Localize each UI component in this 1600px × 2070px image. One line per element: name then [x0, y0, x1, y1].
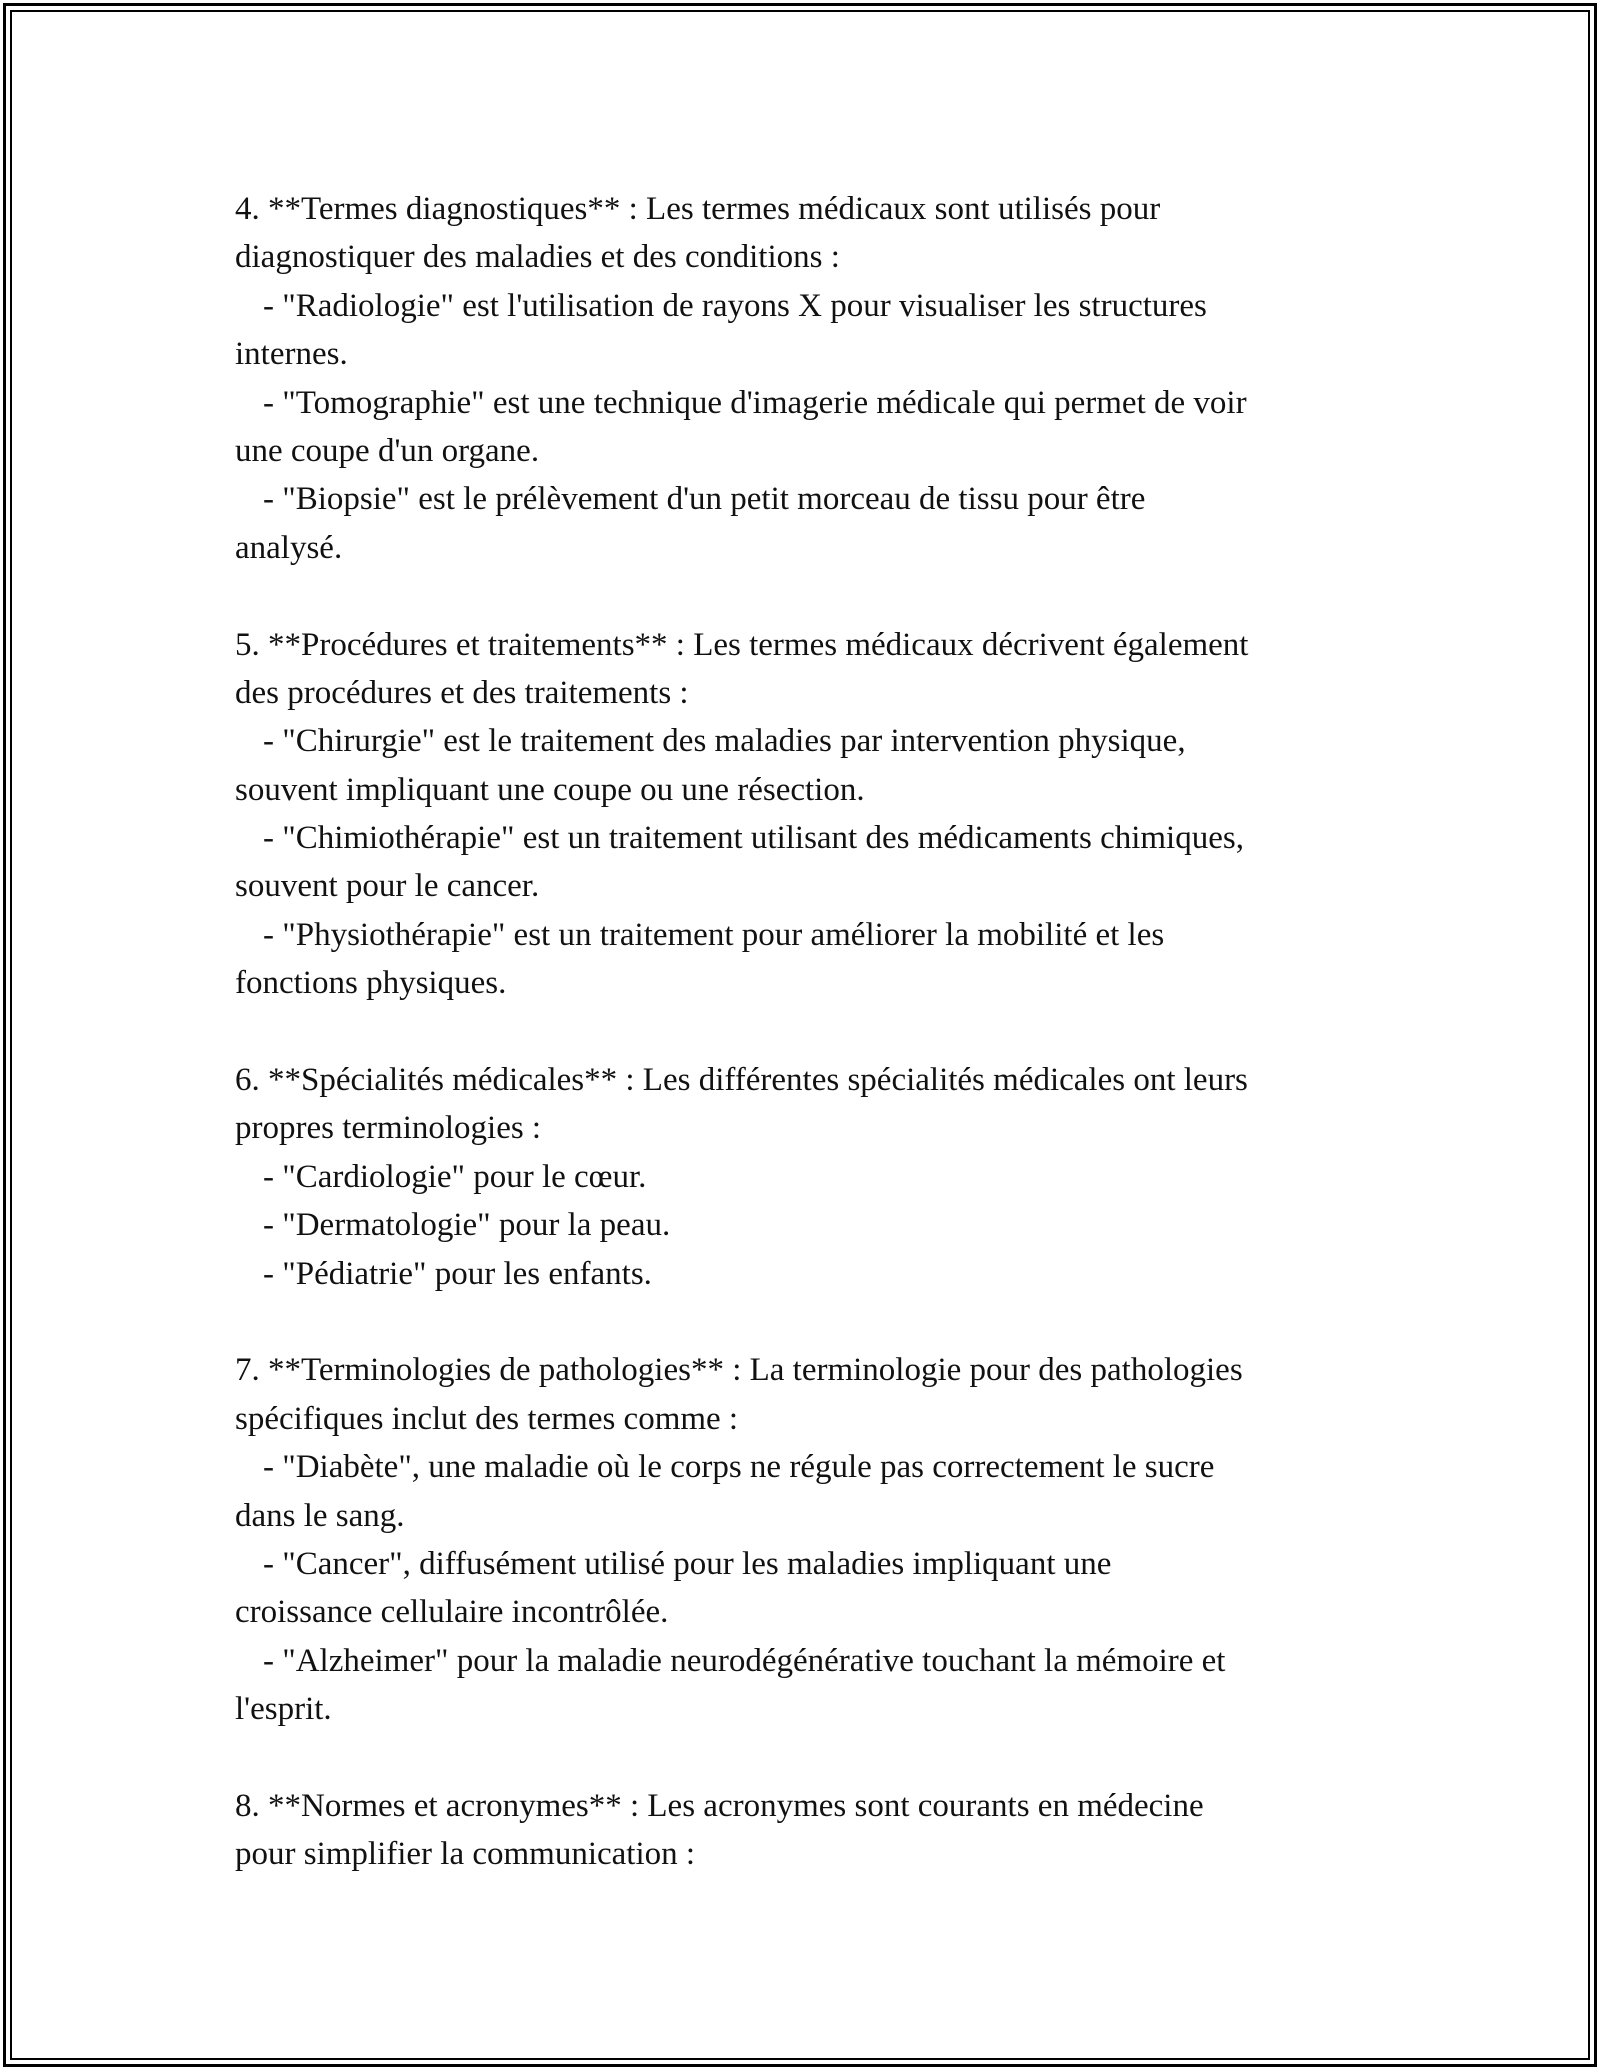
paragraph-spacer	[235, 572, 1395, 620]
text-line: propres terminologies :	[235, 1110, 542, 1147]
text-line: souvent impliquant une coupe ou une résection.	[235, 771, 865, 808]
section-pathology-terminology	[235, 1346, 1395, 1733]
bullet-line: - "Chirurgie" est le traitement des maladies par intervention physique,	[263, 723, 1186, 760]
paragraph-spacer	[235, 1734, 1395, 1782]
text-line: diagnostiquer des maladies et des conditions :	[235, 239, 840, 276]
bullet-line: - "Chimiothérapie" est un traitement utilisant des médicaments chimiques,	[263, 820, 1244, 857]
text-line: 8. **Normes et acronymes** : Les acronymes sont courants en médecine	[235, 1787, 1204, 1824]
paragraph-spacer	[235, 1298, 1395, 1346]
document-body	[235, 185, 1395, 1879]
text-line: fonctions physiques.	[235, 965, 507, 1002]
bullet-line: - "Physiothérapie" est un traitement pour améliorer la mobilité et les	[263, 916, 1165, 953]
section-norms-acronyms	[235, 1782, 1395, 1879]
text-line: internes.	[235, 336, 348, 373]
section-medical-specialties	[235, 1056, 1395, 1298]
bullet-line: - "Cancer", diffusément utilisé pour les maladies impliquant une	[263, 1545, 1112, 1582]
text-line: 7. **Terminologies de pathologies** : La terminologie pour des pathologies	[235, 1352, 1243, 1389]
text-line: une coupe d'un organe.	[235, 432, 540, 469]
text-line: souvent pour le cancer.	[235, 868, 540, 905]
bullet-line: - "Diabète", une maladie où le corps ne régule pas correctement le sucre	[263, 1449, 1215, 1486]
section-procedures-treatments	[235, 621, 1395, 1008]
bullet-line: - "Radiologie" est l'utilisation de rayons X pour visualiser les structures	[263, 287, 1207, 324]
text-line: spécifiques inclut des termes comme :	[235, 1400, 739, 1437]
section-diagnostic-terms	[235, 185, 1395, 572]
bullet-line: - "Biopsie" est le prélèvement d'un petit morceau de tissu pour être	[263, 481, 1146, 518]
text-line: l'esprit.	[235, 1691, 332, 1728]
text-line: pour simplifier la communication :	[235, 1836, 696, 1873]
text-line: dans le sang.	[235, 1497, 405, 1534]
paragraph-spacer	[235, 1008, 1395, 1056]
bullet-line: - "Alzheimer" pour la maladie neurodégénérative touchant la mémoire et	[263, 1642, 1226, 1679]
text-line: 4. **Termes diagnostiques** : Les termes médicaux sont utilisés pour	[235, 191, 1161, 227]
text-line: 6. **Spécialités médicales** : Les différentes spécialités médicales ont leurs	[235, 1062, 1248, 1099]
text-line: analysé.	[235, 529, 343, 566]
text-line: 5. **Procédures et traitements** : Les termes médicaux décrivent également	[235, 626, 1249, 663]
bullet-line: - "Dermatologie" pour la peau.	[263, 1207, 671, 1244]
text-line: croissance cellulaire incontrôlée.	[235, 1594, 669, 1631]
bullet-line: - "Pédiatrie" pour les enfants.	[263, 1255, 652, 1292]
bullet-line: - "Cardiologie" pour le cœur.	[263, 1158, 647, 1195]
bullet-line: - "Tomographie" est une technique d'imagerie médicale qui permet de voir	[263, 384, 1247, 421]
text-line: des procédures et des traitements :	[235, 674, 689, 711]
